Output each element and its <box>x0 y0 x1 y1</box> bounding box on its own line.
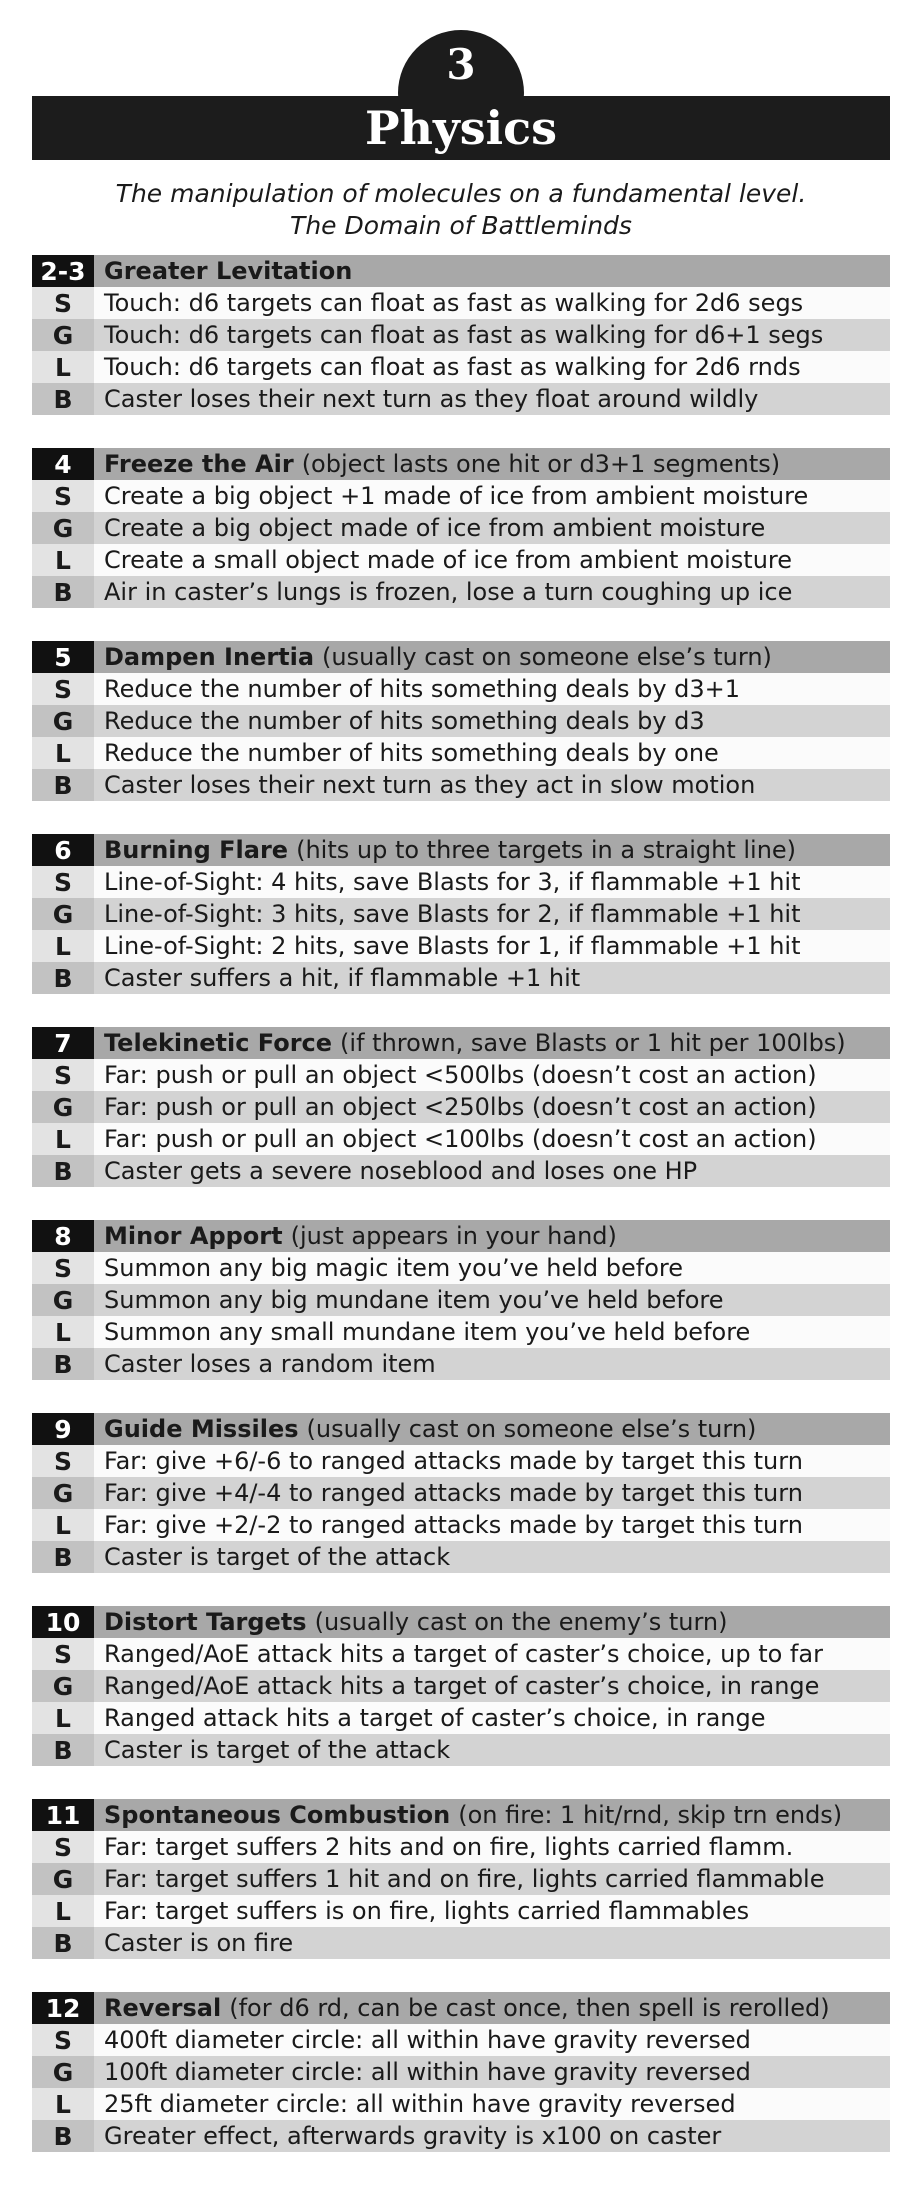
spell-header-row <box>32 1799 890 1831</box>
effect-text: 400ft diameter circle: all within have gravity reversed <box>94 2024 890 2056</box>
effect-text: Line-of-Sight: 2 hits, save Blasts for 1, if flammable +1 hit <box>94 930 890 962</box>
effect-row-s <box>32 1252 890 1284</box>
spell-header-row <box>32 1413 890 1445</box>
spell-name: Greater Levitation <box>104 257 353 285</box>
effect-text: Create a big object +1 made of ice from ambient moisture <box>94 480 890 512</box>
spell-note: (usually cast on someone else’s turn) <box>306 1415 757 1443</box>
spell-section <box>32 255 890 415</box>
effect-code: G <box>32 1284 94 1316</box>
effect-text: Caster loses their next turn as they act in slow motion <box>94 769 890 801</box>
spell-note: (if thrown, save Blasts or 1 hit per 100lbs) <box>340 1029 846 1057</box>
spell-name: Dampen Inertia <box>104 643 315 671</box>
effect-code: G <box>32 1670 94 1702</box>
effect-code: G <box>32 319 94 351</box>
spell-section <box>32 1220 890 1380</box>
effect-row-l <box>32 930 890 962</box>
effect-code: L <box>32 1316 94 1348</box>
spell-name: Spontaneous Combustion <box>104 1801 451 1829</box>
roll-number: 9 <box>32 1413 94 1445</box>
effect-text: Far: target suffers is on fire, lights carried flammables <box>94 1895 890 1927</box>
effect-text: Summon any small mundane item you’ve held before <box>94 1316 890 1348</box>
effect-text: Far: target suffers 2 hits and on fire, lights carried flamm. <box>94 1831 890 1863</box>
effect-text: Far: give +4/-4 to ranged attacks made by target this turn <box>94 1477 890 1509</box>
effect-row-b <box>32 2120 890 2152</box>
effect-row-g <box>32 1670 890 1702</box>
effect-code: L <box>32 1123 94 1155</box>
effect-row-g <box>32 1477 890 1509</box>
effect-row-b <box>32 1155 890 1187</box>
spell-header-row <box>32 1992 890 2024</box>
roll-number: 5 <box>32 641 94 673</box>
effect-text: Greater effect, afterwards gravity is x100 on caster <box>94 2120 890 2152</box>
spell-header-row <box>32 1220 890 1252</box>
spell-header-row <box>32 834 890 866</box>
effect-text: Line-of-Sight: 3 hits, save Blasts for 2, if flammable +1 hit <box>94 898 890 930</box>
roll-number: 2-3 <box>32 255 94 287</box>
effect-row-l <box>32 1509 890 1541</box>
effect-row-g <box>32 898 890 930</box>
spell-name: Telekinetic Force <box>104 1029 333 1057</box>
effect-code: S <box>32 1831 94 1863</box>
effect-code: B <box>32 1541 94 1573</box>
spell-header-row <box>32 255 890 287</box>
effect-code: B <box>32 576 94 608</box>
effect-text: Far: give +2/-2 to ranged attacks made by target this turn <box>94 1509 890 1541</box>
effect-row-b <box>32 383 890 415</box>
effect-code: S <box>32 2024 94 2056</box>
effect-text: Reduce the number of hits something deals by d3+1 <box>94 673 890 705</box>
effect-code: G <box>32 1091 94 1123</box>
effect-code: L <box>32 1895 94 1927</box>
effect-code: S <box>32 866 94 898</box>
roll-number: 7 <box>32 1027 94 1059</box>
spell-title <box>94 834 890 866</box>
effect-code: S <box>32 1252 94 1284</box>
spell-note: (for d6 rd, can be cast once, then spell is rerolled) <box>229 1994 830 2022</box>
effect-text: 100ft diameter circle: all within have gravity reversed <box>94 2056 890 2088</box>
effect-row-b <box>32 769 890 801</box>
effect-row-b <box>32 1541 890 1573</box>
effect-code: B <box>32 1927 94 1959</box>
effect-row-b <box>32 1348 890 1380</box>
spell-section <box>32 641 890 801</box>
effect-code: G <box>32 2056 94 2088</box>
effect-code: S <box>32 1638 94 1670</box>
effect-row-s <box>32 2024 890 2056</box>
effect-text: Touch: d6 targets can float as fast as walking for 2d6 segs <box>94 287 890 319</box>
effect-code: L <box>32 2088 94 2120</box>
effect-row-b <box>32 576 890 608</box>
effect-text: Reduce the number of hits something deals by one <box>94 737 890 769</box>
effect-code: S <box>32 480 94 512</box>
effect-row-l <box>32 1316 890 1348</box>
effect-code: B <box>32 1155 94 1187</box>
chapter-title: Physics <box>364 101 558 155</box>
effect-code: B <box>32 962 94 994</box>
spell-header-row <box>32 1027 890 1059</box>
effect-text: Create a big object made of ice from ambient moisture <box>94 512 890 544</box>
spell-title <box>94 448 890 480</box>
effect-code: S <box>32 287 94 319</box>
effect-text: Summon any big magic item you’ve held before <box>94 1252 890 1284</box>
effect-code: B <box>32 769 94 801</box>
effect-code: G <box>32 1477 94 1509</box>
effect-text: Touch: d6 targets can float as fast as walking for d6+1 segs <box>94 319 890 351</box>
effect-row-g <box>32 705 890 737</box>
effect-row-g <box>32 2056 890 2088</box>
effect-row-g <box>32 319 890 351</box>
spell-header-row <box>32 641 890 673</box>
subtitle-line-1: The manipulation of molecules on a fundamental level. <box>115 179 807 208</box>
effect-text: Reduce the number of hits something deals by d3 <box>94 705 890 737</box>
effect-row-s <box>32 866 890 898</box>
effect-row-g <box>32 1091 890 1123</box>
chapter-subtitle <box>32 178 890 242</box>
spell-section <box>32 834 890 994</box>
spell-title <box>94 1220 890 1252</box>
spell-header-row <box>32 448 890 480</box>
spell-name: Minor Apport <box>104 1222 283 1250</box>
spell-section <box>32 448 890 608</box>
spell-note: (usually cast on someone else’s turn) <box>322 643 772 671</box>
roll-number: 8 <box>32 1220 94 1252</box>
effect-code: L <box>32 351 94 383</box>
effect-text: Air in caster’s lungs is frozen, lose a turn coughing up ice <box>94 576 890 608</box>
effect-row-s <box>32 1445 890 1477</box>
effect-code: S <box>32 1445 94 1477</box>
effect-text: Caster loses a random item <box>94 1348 890 1380</box>
effect-row-l <box>32 544 890 576</box>
effect-code: B <box>32 1348 94 1380</box>
spell-title <box>94 641 890 673</box>
effect-code: B <box>32 1734 94 1766</box>
spell-title <box>94 1413 890 1445</box>
spell-section <box>32 1992 890 2152</box>
effect-code: S <box>32 1059 94 1091</box>
spell-header-row <box>32 1606 890 1638</box>
roll-number: 11 <box>32 1799 94 1831</box>
effect-text: Far: push or pull an object <500lbs (doesn’t cost an action) <box>94 1059 890 1091</box>
effect-row-s <box>32 1059 890 1091</box>
effect-row-s <box>32 673 890 705</box>
effect-text: Create a small object made of ice from ambient moisture <box>94 544 890 576</box>
roll-number: 10 <box>32 1606 94 1638</box>
roll-number: 4 <box>32 448 94 480</box>
effect-text: Ranged/AoE attack hits a target of caster’s choice, in range <box>94 1670 890 1702</box>
effect-row-s <box>32 287 890 319</box>
spell-section <box>32 1799 890 1959</box>
effect-code: L <box>32 1509 94 1541</box>
spell-title <box>94 1992 890 2024</box>
effect-text: Far: push or pull an object <100lbs (doesn’t cost an action) <box>94 1123 890 1155</box>
spell-note: (hits up to three targets in a straight line) <box>296 836 797 864</box>
effect-row-s <box>32 1638 890 1670</box>
effect-row-s <box>32 1831 890 1863</box>
spell-section <box>32 1027 890 1187</box>
effect-code: L <box>32 930 94 962</box>
effect-text: Caster is target of the attack <box>94 1734 890 1766</box>
effect-row-b <box>32 962 890 994</box>
spell-section <box>32 1606 890 1766</box>
effect-text: Summon any big mundane item you’ve held before <box>94 1284 890 1316</box>
spell-table-list <box>32 255 890 2185</box>
effect-code: L <box>32 1702 94 1734</box>
effect-row-b <box>32 1734 890 1766</box>
effect-code: G <box>32 898 94 930</box>
effect-text: Ranged attack hits a target of caster’s choice, in range <box>94 1702 890 1734</box>
effect-text: Caster loses their next turn as they float around wildly <box>94 383 890 415</box>
spell-note: (object lasts one hit or d3+1 segments) <box>301 450 781 478</box>
effect-row-l <box>32 2088 890 2120</box>
spell-name: Reversal <box>104 1994 222 2022</box>
effect-text: Far: target suffers 1 hit and on fire, lights carried flammable <box>94 1863 890 1895</box>
effect-row-g <box>32 1284 890 1316</box>
effect-row-l <box>32 737 890 769</box>
subtitle-line-2: The Domain of Battleminds <box>290 211 632 240</box>
effect-code: S <box>32 673 94 705</box>
spell-note: (just appears in your hand) <box>290 1222 617 1250</box>
effect-code: G <box>32 512 94 544</box>
effect-row-s <box>32 480 890 512</box>
effect-code: L <box>32 544 94 576</box>
effect-row-g <box>32 1863 890 1895</box>
spell-title <box>94 1606 890 1638</box>
effect-text: Ranged/AoE attack hits a target of caster’s choice, up to far <box>94 1638 890 1670</box>
spell-name: Burning Flare <box>104 836 289 864</box>
effect-text: Caster is target of the attack <box>94 1541 890 1573</box>
effect-code: G <box>32 1863 94 1895</box>
chapter-number: 3 <box>446 40 476 89</box>
effect-code: B <box>32 2120 94 2152</box>
effect-text: Line-of-Sight: 4 hits, save Blasts for 3, if flammable +1 hit <box>94 866 890 898</box>
spell-name: Distort Targets <box>104 1608 307 1636</box>
effect-row-b <box>32 1927 890 1959</box>
spell-title <box>94 255 890 287</box>
effect-code: B <box>32 383 94 415</box>
effect-text: Touch: d6 targets can float as fast as walking for 2d6 rnds <box>94 351 890 383</box>
effect-text: Caster is on fire <box>94 1927 890 1959</box>
effect-text: Far: push or pull an object <250lbs (doesn’t cost an action) <box>94 1091 890 1123</box>
spell-title <box>94 1799 890 1831</box>
effect-row-l <box>32 351 890 383</box>
spell-section <box>32 1413 890 1573</box>
spell-name: Guide Missiles <box>104 1415 299 1443</box>
roll-number: 12 <box>32 1992 94 2024</box>
effect-row-l <box>32 1123 890 1155</box>
effect-row-l <box>32 1895 890 1927</box>
effect-code: L <box>32 737 94 769</box>
spell-note: (on fire: 1 hit/rnd, skip trn ends) <box>458 1801 843 1829</box>
effect-text: 25ft diameter circle: all within have gravity reversed <box>94 2088 890 2120</box>
effect-row-l <box>32 1702 890 1734</box>
effect-row-g <box>32 512 890 544</box>
roll-number: 6 <box>32 834 94 866</box>
spell-note: (usually cast on the enemy’s turn) <box>314 1608 728 1636</box>
chapter-header <box>0 0 922 165</box>
spell-title <box>94 1027 890 1059</box>
effect-text: Caster suffers a hit, if flammable +1 hit <box>94 962 890 994</box>
effect-code: G <box>32 705 94 737</box>
effect-text: Caster gets a severe noseblood and loses one HP <box>94 1155 890 1187</box>
spell-name: Freeze the Air <box>104 450 294 478</box>
effect-text: Far: give +6/-6 to ranged attacks made by target this turn <box>94 1445 890 1477</box>
